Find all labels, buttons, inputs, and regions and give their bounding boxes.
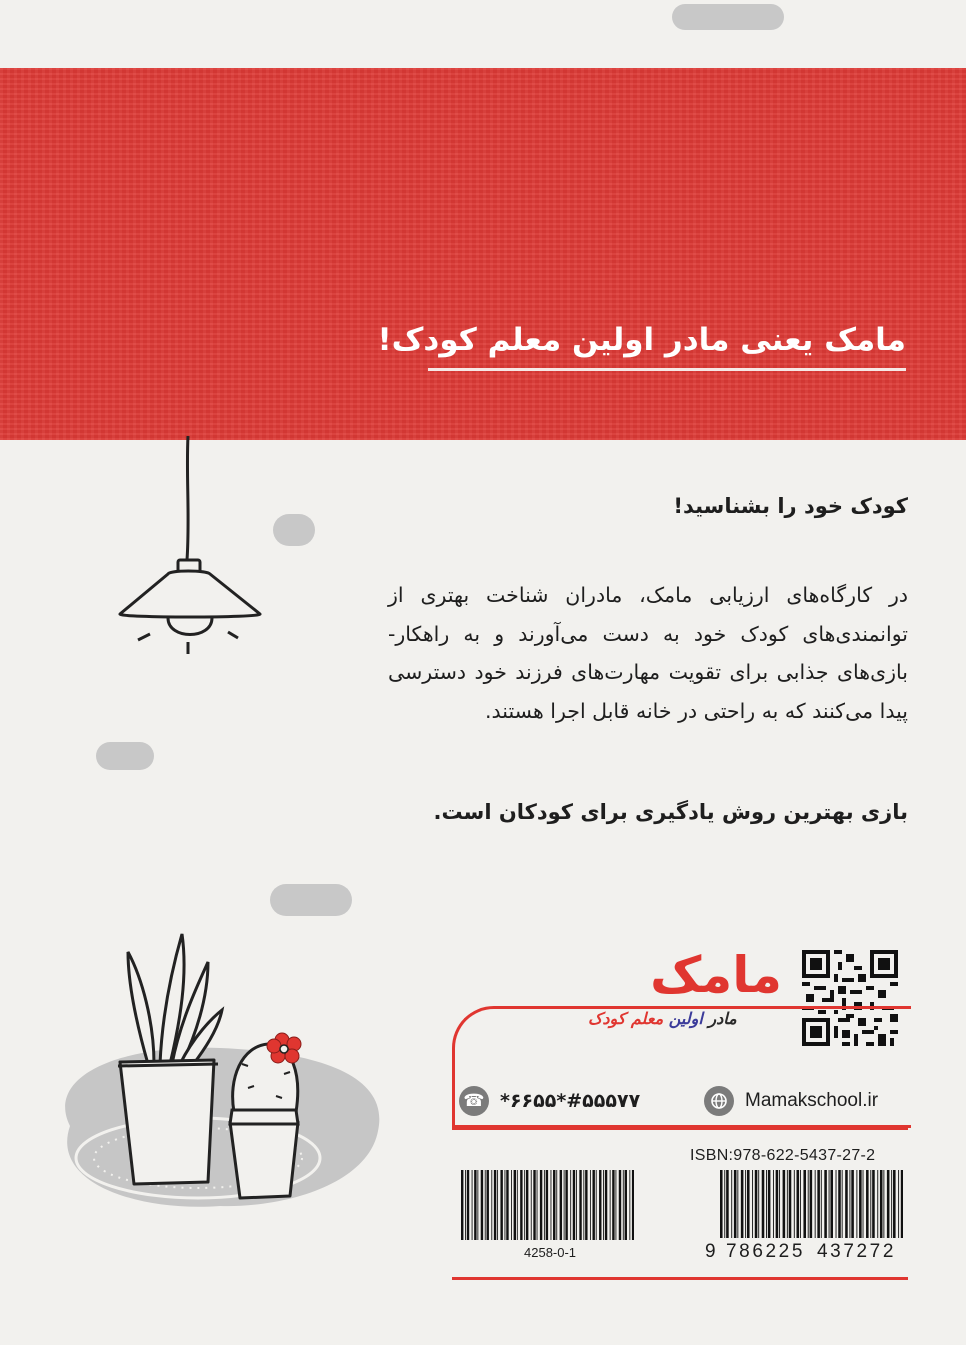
tagline: مامک یعنی مادر اولین معلم کودک! bbox=[377, 322, 906, 358]
phone-contact[interactable] bbox=[459, 1083, 640, 1119]
website-contact[interactable] bbox=[704, 1083, 878, 1119]
cloud-decoration bbox=[270, 884, 352, 916]
description-paragraph: در کارگاه‌های ارزیابی مامک، مادران شناخت بهتری از توانمندی‌های کودک خود به دست می‌آورند و به راهکار-بازی‌های جذابی برای تقویت مهارت‌های فرزند خود دسترسی پیدا می‌کنند که به راحتی در خانه قابل اجرا هستند. bbox=[388, 583, 908, 723]
potted-plants-illustration bbox=[30, 926, 410, 1226]
isbn-barcode bbox=[720, 1170, 903, 1238]
slogan-part2: اولین bbox=[668, 1009, 703, 1028]
slogan-part1: مادر bbox=[708, 1009, 737, 1028]
section-heading: کودک خود را بشناسید! bbox=[673, 494, 908, 518]
phone-number: #۵۵۵۷۷*۶۶۵۵* bbox=[500, 1090, 641, 1112]
cloud-decoration bbox=[273, 514, 315, 546]
barcode-number-right: 437272 bbox=[817, 1241, 897, 1262]
logo-wordmark: مامک bbox=[650, 946, 782, 1004]
price-code: 4258-0-1 bbox=[524, 1245, 577, 1260]
isbn-label: ISBN:978-622-5437-27-2 bbox=[690, 1147, 876, 1164]
barcode-number-left: 786225 bbox=[726, 1241, 806, 1262]
phone-icon: ☎ bbox=[459, 1086, 489, 1116]
cloud-decoration bbox=[96, 742, 154, 770]
hanging-lamp-illustration bbox=[110, 436, 270, 666]
cloud-decoration bbox=[672, 4, 784, 30]
closing-sentence: بازی بهترین روش یادگیری برای کودکان است. bbox=[433, 800, 908, 824]
contact-divider bbox=[452, 1127, 908, 1130]
barcode-check-digit: 9 bbox=[705, 1241, 716, 1262]
tagline-underline bbox=[428, 368, 906, 371]
website-link[interactable]: Mamakschool.ir bbox=[745, 1090, 879, 1111]
price-barcode bbox=[461, 1170, 634, 1240]
bottom-divider bbox=[452, 1277, 908, 1280]
red-header-band bbox=[0, 68, 966, 440]
slogan-part3: معلم کودک bbox=[588, 1009, 664, 1028]
globe-icon bbox=[704, 1086, 734, 1116]
